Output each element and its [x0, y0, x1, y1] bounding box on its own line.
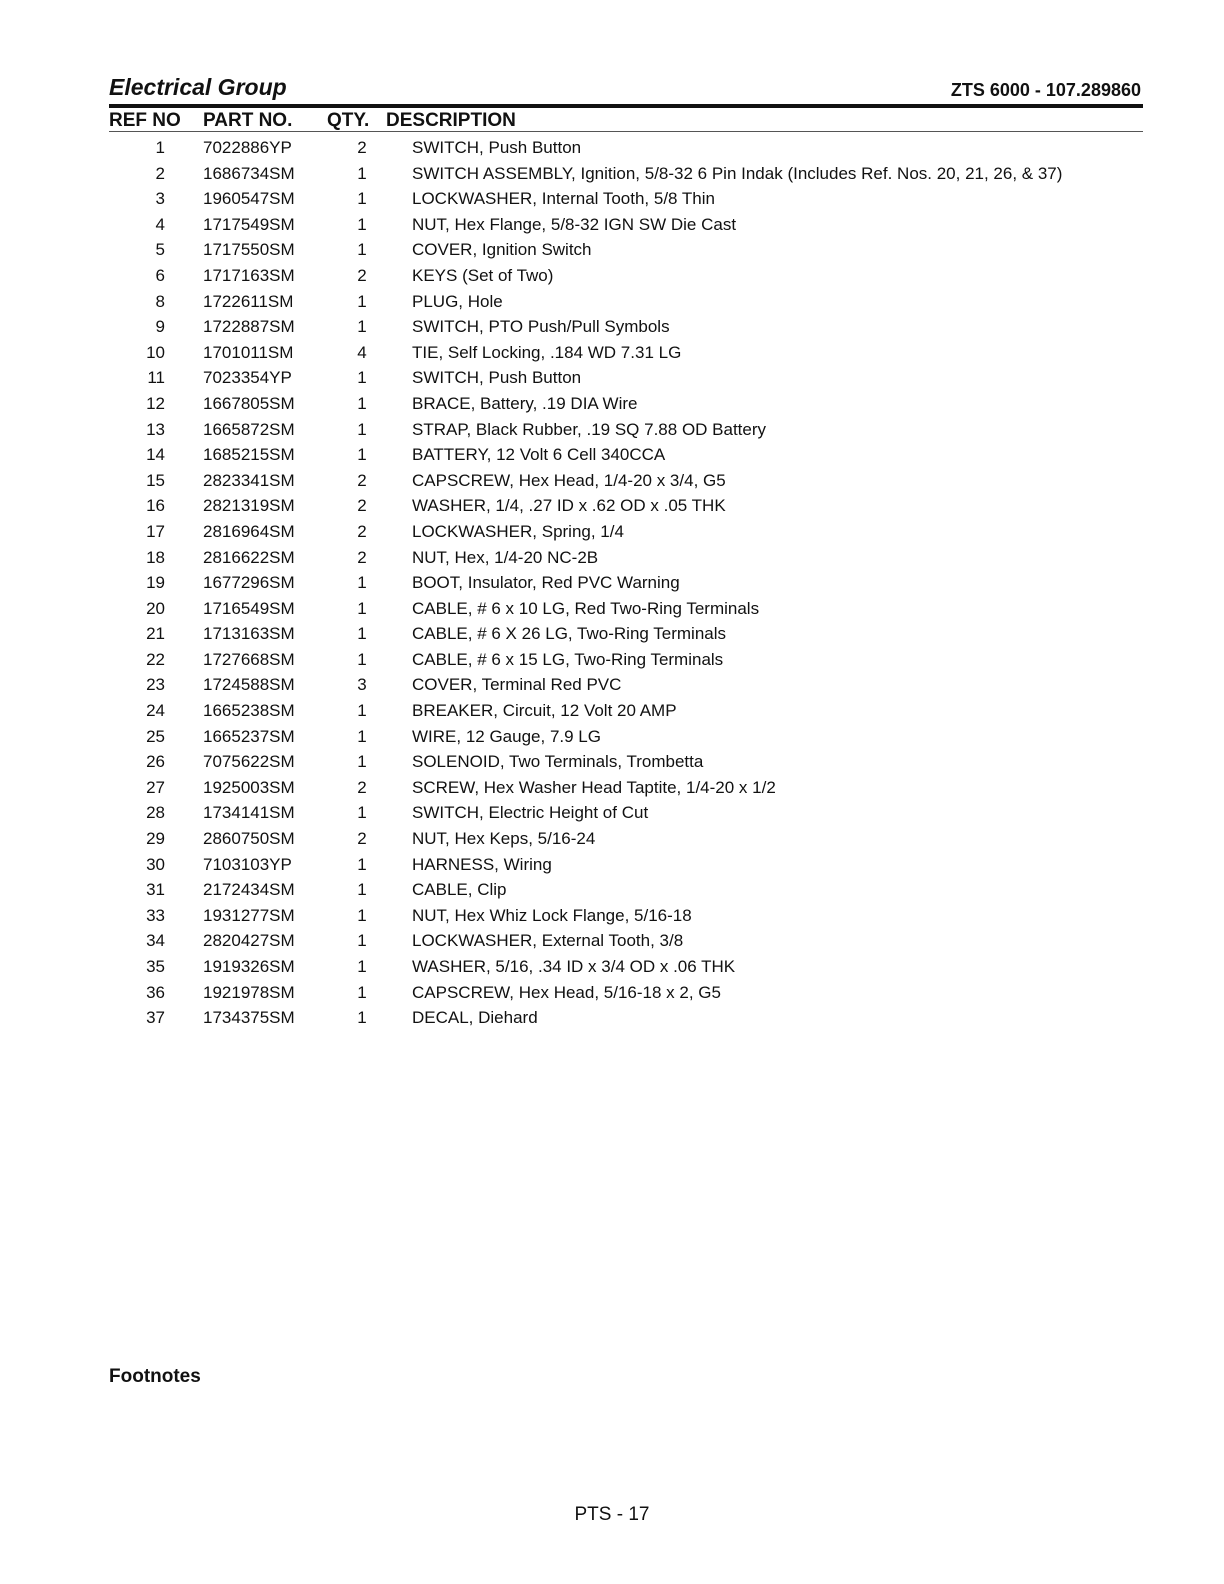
description-cell: STRAP, Black Rubber, .19 SQ 7.88 OD Battery	[412, 419, 767, 439]
qty-cell: 1	[357, 752, 367, 772]
qty-cell: 2	[357, 521, 367, 541]
table-row	[109, 469, 1143, 495]
description-cell: KEYS (Set of Two)	[412, 265, 554, 285]
ref-no-cell: 16	[146, 496, 165, 516]
table-row	[109, 213, 1143, 239]
table-row	[109, 904, 1143, 930]
part-no-cell: 1734141SM	[203, 803, 295, 823]
ref-no-cell: 1	[155, 138, 165, 157]
table-row	[109, 443, 1143, 469]
description-cell: NUT, Hex Whiz Lock Flange, 5/16-18	[412, 905, 692, 925]
table-row	[109, 597, 1143, 623]
description-cell: LOCKWASHER, External Tooth, 3/8	[412, 931, 684, 951]
model-number: ZTS 6000 - 107.289860	[950, 80, 1141, 100]
ref-no-cell: 31	[146, 880, 165, 900]
qty-cell: 4	[357, 342, 367, 362]
page-header	[109, 74, 1143, 104]
part-no-cell: 1931277SM	[203, 905, 295, 925]
column-header-part-no: PART NO.	[203, 110, 293, 131]
ref-no-cell: 4	[155, 214, 165, 234]
table-row	[109, 648, 1143, 674]
part-no-cell: 2816964SM	[203, 521, 295, 541]
description-cell: CABLE, # 6 x 15 LG, Two-Ring Terminals	[412, 649, 724, 669]
ref-no-cell: 28	[146, 803, 165, 823]
qty-cell: 2	[357, 265, 367, 285]
table-row	[109, 827, 1143, 853]
qty-cell: 2	[357, 777, 367, 797]
description-cell: BREAKER, Circuit, 12 Volt 20 AMP	[412, 701, 677, 721]
description-cell: DECAL, Diehard	[412, 1008, 538, 1028]
ref-no-cell: 9	[155, 317, 165, 337]
qty-cell: 1	[357, 419, 367, 439]
table-row	[109, 776, 1143, 802]
ref-no-cell: 17	[146, 521, 165, 541]
description-cell: NUT, Hex, 1/4-20 NC-2B	[412, 547, 599, 567]
qty-cell: 1	[357, 368, 367, 388]
part-no-cell: 2816622SM	[203, 547, 295, 567]
qty-cell: 1	[357, 880, 367, 900]
table-row	[109, 418, 1143, 444]
ref-no-cell: 19	[146, 573, 165, 593]
description-cell: HARNESS, Wiring	[412, 854, 552, 874]
part-no-cell: 1701011SM	[203, 342, 294, 362]
table-header-divider	[109, 131, 1143, 132]
qty-cell: 2	[357, 470, 367, 490]
table-row	[109, 187, 1143, 213]
part-no-cell: 1713163SM	[203, 624, 295, 644]
description-cell: COVER, Terminal Red PVC	[412, 675, 622, 695]
column-header-qty: QTY.	[327, 110, 370, 131]
table-row	[109, 750, 1143, 776]
column-header-ref-no: REF NO	[109, 110, 181, 131]
part-no-cell: 1960547SM	[203, 189, 295, 209]
part-no-cell: 1717163SM	[203, 265, 295, 285]
part-no-cell: 1677296SM	[203, 573, 295, 593]
part-no-cell: 1717550SM	[203, 240, 295, 260]
table-row	[109, 341, 1143, 367]
description-cell: LOCKWASHER, Spring, 1/4	[412, 521, 624, 541]
qty-cell: 1	[357, 598, 367, 618]
table-row	[109, 546, 1143, 572]
ref-no-cell: 22	[146, 649, 165, 669]
description-cell: WASHER, 5/16, .34 ID x 3/4 OD x .06 THK	[412, 957, 736, 976]
ref-no-cell: 21	[146, 624, 165, 644]
ref-no-cell: 2	[155, 163, 165, 183]
ref-no-cell: 12	[146, 393, 165, 413]
part-no-cell: 1727668SM	[203, 649, 295, 669]
table-row	[109, 162, 1143, 188]
table-row	[109, 392, 1143, 418]
ref-no-cell: 23	[146, 675, 165, 695]
qty-cell: 2	[357, 547, 367, 567]
ref-no-cell: 13	[146, 419, 165, 439]
table-row	[109, 981, 1143, 1007]
ref-no-cell: 36	[146, 982, 165, 1002]
table-row	[109, 699, 1143, 725]
qty-cell: 1	[357, 624, 367, 644]
description-cell: CABLE, Clip	[412, 880, 507, 900]
part-no-cell: 2860750SM	[203, 829, 295, 849]
description-cell: WASHER, 1/4, .27 ID x .62 OD x .05 THK	[412, 496, 726, 516]
page-number: PTS - 17	[574, 1504, 650, 1525]
qty-cell: 1	[357, 573, 367, 593]
qty-cell: 1	[357, 905, 367, 925]
description-cell: CABLE, # 6 x 10 LG, Red Two-Ring Terminals	[412, 598, 760, 618]
table-row	[109, 725, 1143, 751]
qty-cell: 2	[357, 138, 367, 157]
description-cell: LOCKWASHER, Internal Tooth, 5/8 Thin	[412, 189, 715, 209]
qty-cell: 1	[357, 189, 367, 209]
parts-table	[109, 136, 1143, 1032]
qty-cell: 1	[357, 445, 367, 465]
description-cell: BRACE, Battery, .19 DIA Wire	[412, 393, 638, 413]
qty-cell: 1	[357, 649, 367, 669]
table-row	[109, 1006, 1143, 1032]
ref-no-cell: 6	[155, 265, 165, 285]
qty-cell: 1	[357, 1008, 367, 1028]
ref-no-cell: 37	[146, 1008, 165, 1028]
description-cell: SWITCH, Push Button	[412, 138, 582, 157]
qty-cell: 1	[357, 957, 367, 976]
part-no-cell: 1919326SM	[203, 957, 295, 976]
ref-no-cell: 15	[146, 470, 165, 490]
qty-cell: 2	[357, 496, 367, 516]
table-row	[109, 366, 1143, 392]
table-row	[109, 673, 1143, 699]
ref-no-cell: 27	[146, 777, 165, 797]
qty-cell: 1	[357, 982, 367, 1002]
qty-cell: 1	[357, 854, 367, 874]
qty-cell: 2	[357, 829, 367, 849]
description-cell: PLUG, Hole	[412, 291, 503, 311]
part-no-cell: 1686734SM	[203, 163, 295, 183]
part-no-cell: 7075622SM	[203, 752, 295, 772]
ref-no-cell: 24	[146, 701, 165, 721]
table-row	[109, 264, 1143, 290]
table-header	[109, 110, 1143, 132]
part-no-cell: 2821319SM	[203, 496, 295, 516]
ref-no-cell: 18	[146, 547, 165, 567]
ref-no-cell: 5	[155, 240, 165, 260]
description-cell: SCREW, Hex Washer Head Taptite, 1/4-20 x 1/2	[412, 777, 776, 797]
ref-no-cell: 20	[146, 598, 165, 618]
description-cell: SWITCH, PTO Push/Pull Symbols	[412, 317, 670, 337]
footnotes-heading: Footnotes	[109, 1366, 201, 1387]
description-cell: TIE, Self Locking, .184 WD 7.31 LG	[412, 342, 682, 362]
table-row	[109, 520, 1143, 546]
qty-cell: 1	[357, 803, 367, 823]
table-row	[109, 315, 1143, 341]
table-row	[109, 238, 1143, 264]
part-no-cell: 1685215SM	[203, 445, 295, 465]
ref-no-cell: 25	[146, 726, 165, 746]
ref-no-cell: 14	[146, 445, 165, 465]
description-cell: NUT, Hex Flange, 5/8-32 IGN SW Die Cast	[412, 214, 737, 234]
part-no-cell: 1724588SM	[203, 675, 295, 695]
description-cell: WIRE, 12 Gauge, 7.9 LG	[412, 726, 601, 746]
part-no-cell: 7103103YP	[203, 854, 292, 874]
ref-no-cell: 33	[146, 905, 165, 925]
table-row	[109, 929, 1143, 955]
qty-cell: 1	[357, 240, 367, 260]
header-divider	[109, 104, 1143, 108]
description-cell: BATTERY, 12 Volt 6 Cell 340CCA	[412, 445, 666, 465]
part-no-cell: 7023354YP	[203, 368, 292, 388]
table-row	[109, 853, 1143, 879]
part-no-cell: 1665238SM	[203, 701, 295, 721]
table-row	[109, 955, 1143, 981]
part-no-cell: 1716549SM	[203, 598, 295, 618]
part-no-cell: 1722887SM	[203, 317, 295, 337]
part-no-cell: 1665237SM	[203, 726, 295, 746]
table-row	[109, 878, 1143, 904]
ref-no-cell: 26	[146, 752, 165, 772]
table-row	[109, 801, 1143, 827]
ref-no-cell: 3	[155, 189, 165, 209]
description-cell: SOLENOID, Two Terminals, Trombetta	[412, 752, 704, 772]
description-cell: COVER, Ignition Switch	[412, 240, 592, 260]
part-no-cell: 2820427SM	[203, 931, 295, 951]
column-header-description: DESCRIPTION	[386, 110, 516, 131]
part-no-cell: 7022886YP	[203, 138, 292, 157]
description-cell: SWITCH, Electric Height of Cut	[412, 803, 649, 823]
part-no-cell: 1665872SM	[203, 419, 295, 439]
page-title: Electrical Group	[109, 74, 287, 100]
qty-cell: 1	[357, 726, 367, 746]
table-row	[109, 494, 1143, 520]
qty-cell: 1	[357, 163, 367, 183]
part-no-cell: 1921978SM	[203, 982, 295, 1002]
table-row	[109, 571, 1143, 597]
part-no-cell: 2172434SM	[203, 880, 295, 900]
table-row	[109, 622, 1143, 648]
ref-no-cell: 11	[147, 368, 165, 388]
qty-cell: 1	[357, 214, 367, 234]
description-cell: CABLE, # 6 X 26 LG, Two-Ring Terminals	[412, 624, 727, 644]
part-no-cell: 1734375SM	[203, 1008, 295, 1028]
part-no-cell: 1667805SM	[203, 393, 295, 413]
description-cell: SWITCH, Push Button	[412, 368, 582, 388]
description-cell: NUT, Hex Keps, 5/16-24	[412, 829, 596, 849]
qty-cell: 1	[357, 393, 367, 413]
ref-no-cell: 35	[146, 957, 165, 976]
ref-no-cell: 30	[146, 854, 165, 874]
qty-cell: 1	[357, 317, 367, 337]
ref-no-cell: 29	[146, 829, 165, 849]
description-cell: SWITCH ASSEMBLY, Ignition, 5/8-32 6 Pin Indak (Includes Ref. Nos. 20, 21, 26, & 37)	[412, 163, 1063, 183]
qty-cell: 3	[357, 675, 367, 695]
part-no-cell: 2823341SM	[203, 470, 295, 490]
part-no-cell: 1722611SM	[203, 291, 294, 311]
qty-cell: 1	[357, 291, 367, 311]
part-no-cell: 1717549SM	[203, 214, 295, 234]
description-cell: BOOT, Insulator, Red PVC Warning	[412, 573, 680, 593]
part-no-cell: 1925003SM	[203, 777, 295, 797]
ref-no-cell: 34	[146, 931, 165, 951]
table-row	[109, 136, 1143, 162]
description-cell: CAPSCREW, Hex Head, 1/4-20 x 3/4, G5	[412, 470, 726, 490]
ref-no-cell: 10	[146, 342, 165, 362]
description-cell: CAPSCREW, Hex Head, 5/16-18 x 2, G5	[412, 982, 721, 1002]
table-row	[109, 290, 1143, 316]
qty-cell: 1	[357, 701, 367, 721]
ref-no-cell: 8	[155, 291, 165, 311]
qty-cell: 1	[357, 931, 367, 951]
